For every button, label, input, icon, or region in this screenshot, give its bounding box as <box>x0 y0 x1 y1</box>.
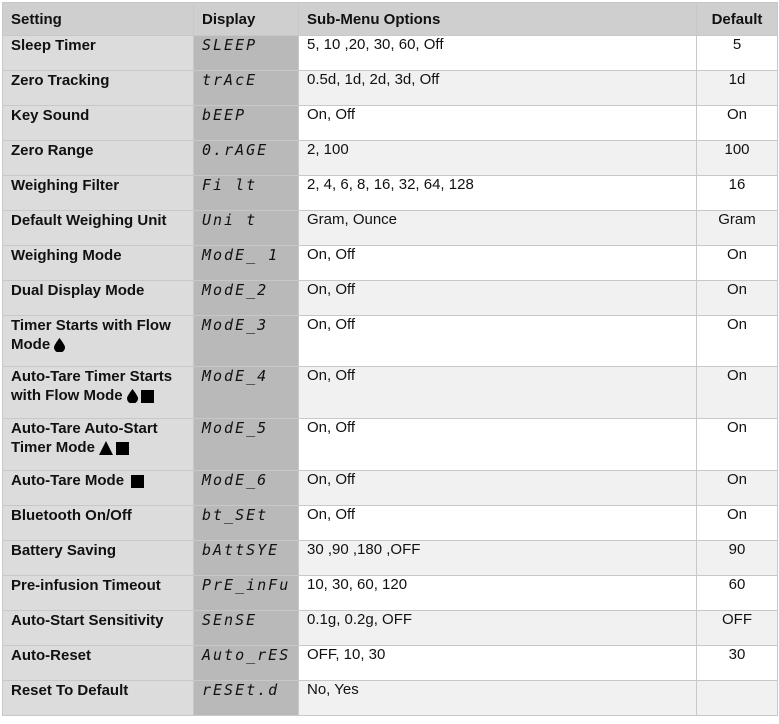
submenu-options: On, Off <box>299 316 697 367</box>
setting-cell <box>3 281 194 316</box>
setting-label: Auto-Reset <box>11 647 92 664</box>
mode-icons <box>99 440 129 459</box>
setting-cell <box>3 211 194 246</box>
display-code: ModE_3 <box>194 316 299 367</box>
display-code: ModE_5 <box>194 419 299 471</box>
submenu-options: 10, 30, 60, 120 <box>299 576 697 611</box>
display-code: PrE_inFu <box>194 576 299 611</box>
table-row <box>3 176 778 211</box>
setting-label: Dual Display Mode <box>11 282 145 299</box>
header-row <box>3 3 778 36</box>
triangle-icon <box>99 441 113 455</box>
setting-label: Pre-infusion Timeout <box>11 577 161 594</box>
setting-cell <box>3 506 194 541</box>
display-code: SEnSE <box>194 611 299 646</box>
default-value: 1d <box>697 71 778 106</box>
submenu-options: On, Off <box>299 471 697 506</box>
setting-cell <box>3 611 194 646</box>
table-row <box>3 211 778 246</box>
submenu-options: 30 ,90 ,180 ,OFF <box>299 541 697 576</box>
default-value: 5 <box>697 36 778 71</box>
display-code: bAttSYE <box>194 541 299 576</box>
setting-label: Default Weighing Unit <box>11 212 167 229</box>
settings-body <box>3 36 778 716</box>
setting-cell <box>3 316 194 367</box>
setting-label: Bluetooth On/Off <box>11 507 132 524</box>
submenu-options: 2, 4, 6, 8, 16, 32, 64, 128 <box>299 176 697 211</box>
mode-icons <box>128 473 144 492</box>
submenu-options: On, Off <box>299 246 697 281</box>
table-row <box>3 541 778 576</box>
table-row <box>3 506 778 541</box>
default-value: 90 <box>697 541 778 576</box>
default-value: OFF <box>697 611 778 646</box>
table-row <box>3 281 778 316</box>
default-value: 100 <box>697 141 778 176</box>
header-options: Sub-Menu Options <box>299 3 697 36</box>
setting-cell <box>3 681 194 716</box>
setting-label: Key Sound <box>11 107 90 124</box>
square-icon <box>141 390 154 403</box>
submenu-options: On, Off <box>299 106 697 141</box>
display-code: Fi lt <box>194 176 299 211</box>
submenu-options: 2, 100 <box>299 141 697 176</box>
header-display: Display <box>194 3 299 36</box>
setting-label: Weighing Mode <box>11 247 122 264</box>
default-value: On <box>697 419 778 471</box>
default-value: Gram <box>697 211 778 246</box>
table-row <box>3 576 778 611</box>
default-value <box>697 681 778 716</box>
table-row <box>3 646 778 681</box>
submenu-options: 0.5d, 1d, 2d, 3d, Off <box>299 71 697 106</box>
setting-cell <box>3 576 194 611</box>
drop-icon <box>127 389 138 403</box>
default-value: 30 <box>697 646 778 681</box>
submenu-options: 5, 10 ,20, 30, 60, Off <box>299 36 697 71</box>
display-code: ModE_6 <box>194 471 299 506</box>
display-code: Uni t <box>194 211 299 246</box>
table-row <box>3 106 778 141</box>
display-code: rESEt.d <box>194 681 299 716</box>
setting-cell <box>3 246 194 281</box>
display-code: 0.rAGE <box>194 141 299 176</box>
submenu-options: Gram, Ounce <box>299 211 697 246</box>
default-value: On <box>697 506 778 541</box>
setting-label: Zero Range <box>11 142 94 159</box>
submenu-options: No, Yes <box>299 681 697 716</box>
drop-icon <box>54 338 65 352</box>
setting-cell <box>3 141 194 176</box>
setting-cell <box>3 36 194 71</box>
table-row <box>3 316 778 367</box>
submenu-options: On, Off <box>299 506 697 541</box>
table-row <box>3 367 778 419</box>
table-row <box>3 36 778 71</box>
default-value: On <box>697 246 778 281</box>
display-code: bt_SEt <box>194 506 299 541</box>
submenu-options: On, Off <box>299 367 697 419</box>
display-code: ModE_2 <box>194 281 299 316</box>
display-code: ModE_ 1 <box>194 246 299 281</box>
mode-icons <box>54 337 65 356</box>
setting-label: Weighing Filter <box>11 177 120 194</box>
display-code: ModE_4 <box>194 367 299 419</box>
table-row <box>3 471 778 506</box>
default-value: 16 <box>697 176 778 211</box>
header-setting: Setting <box>3 3 194 36</box>
submenu-options: On, Off <box>299 281 697 316</box>
setting-cell <box>3 106 194 141</box>
setting-label: Battery Saving <box>11 542 117 559</box>
setting-cell <box>3 71 194 106</box>
default-value: On <box>697 471 778 506</box>
table-row <box>3 419 778 471</box>
table-row <box>3 681 778 716</box>
setting-label: Timer Starts with Flow Mode <box>11 317 171 353</box>
setting-cell <box>3 541 194 576</box>
default-value: On <box>697 106 778 141</box>
display-code: trAcE <box>194 71 299 106</box>
default-value: On <box>697 367 778 419</box>
setting-cell <box>3 419 194 471</box>
header-default: Default <box>697 3 778 36</box>
setting-cell <box>3 367 194 419</box>
display-code: bEEP <box>194 106 299 141</box>
default-value: On <box>697 316 778 367</box>
setting-cell <box>3 646 194 681</box>
setting-label: Reset To Default <box>11 682 129 699</box>
settings-table <box>2 2 778 716</box>
submenu-options: OFF, 10, 30 <box>299 646 697 681</box>
table-row <box>3 611 778 646</box>
display-code: Auto_rES <box>194 646 299 681</box>
table-row <box>3 141 778 176</box>
square-icon <box>116 442 129 455</box>
setting-label: Auto-Tare Timer Starts with Flow Mode <box>11 368 173 404</box>
setting-label: Auto-Start Sensitivity <box>11 612 164 629</box>
square-icon <box>131 475 144 488</box>
submenu-options: On, Off <box>299 419 697 471</box>
table-row <box>3 71 778 106</box>
setting-label: Zero Tracking <box>11 72 110 89</box>
display-code: SLEEP <box>194 36 299 71</box>
setting-label: Auto-Tare Mode <box>11 472 125 489</box>
setting-cell <box>3 176 194 211</box>
table-row <box>3 246 778 281</box>
submenu-options: 0.1g, 0.2g, OFF <box>299 611 697 646</box>
setting-label: Sleep Timer <box>11 37 96 54</box>
default-value: 60 <box>697 576 778 611</box>
mode-icons <box>127 388 154 407</box>
setting-cell <box>3 471 194 506</box>
default-value: On <box>697 281 778 316</box>
setting-label: Auto-Tare Auto-Start Timer Mode <box>11 420 158 456</box>
